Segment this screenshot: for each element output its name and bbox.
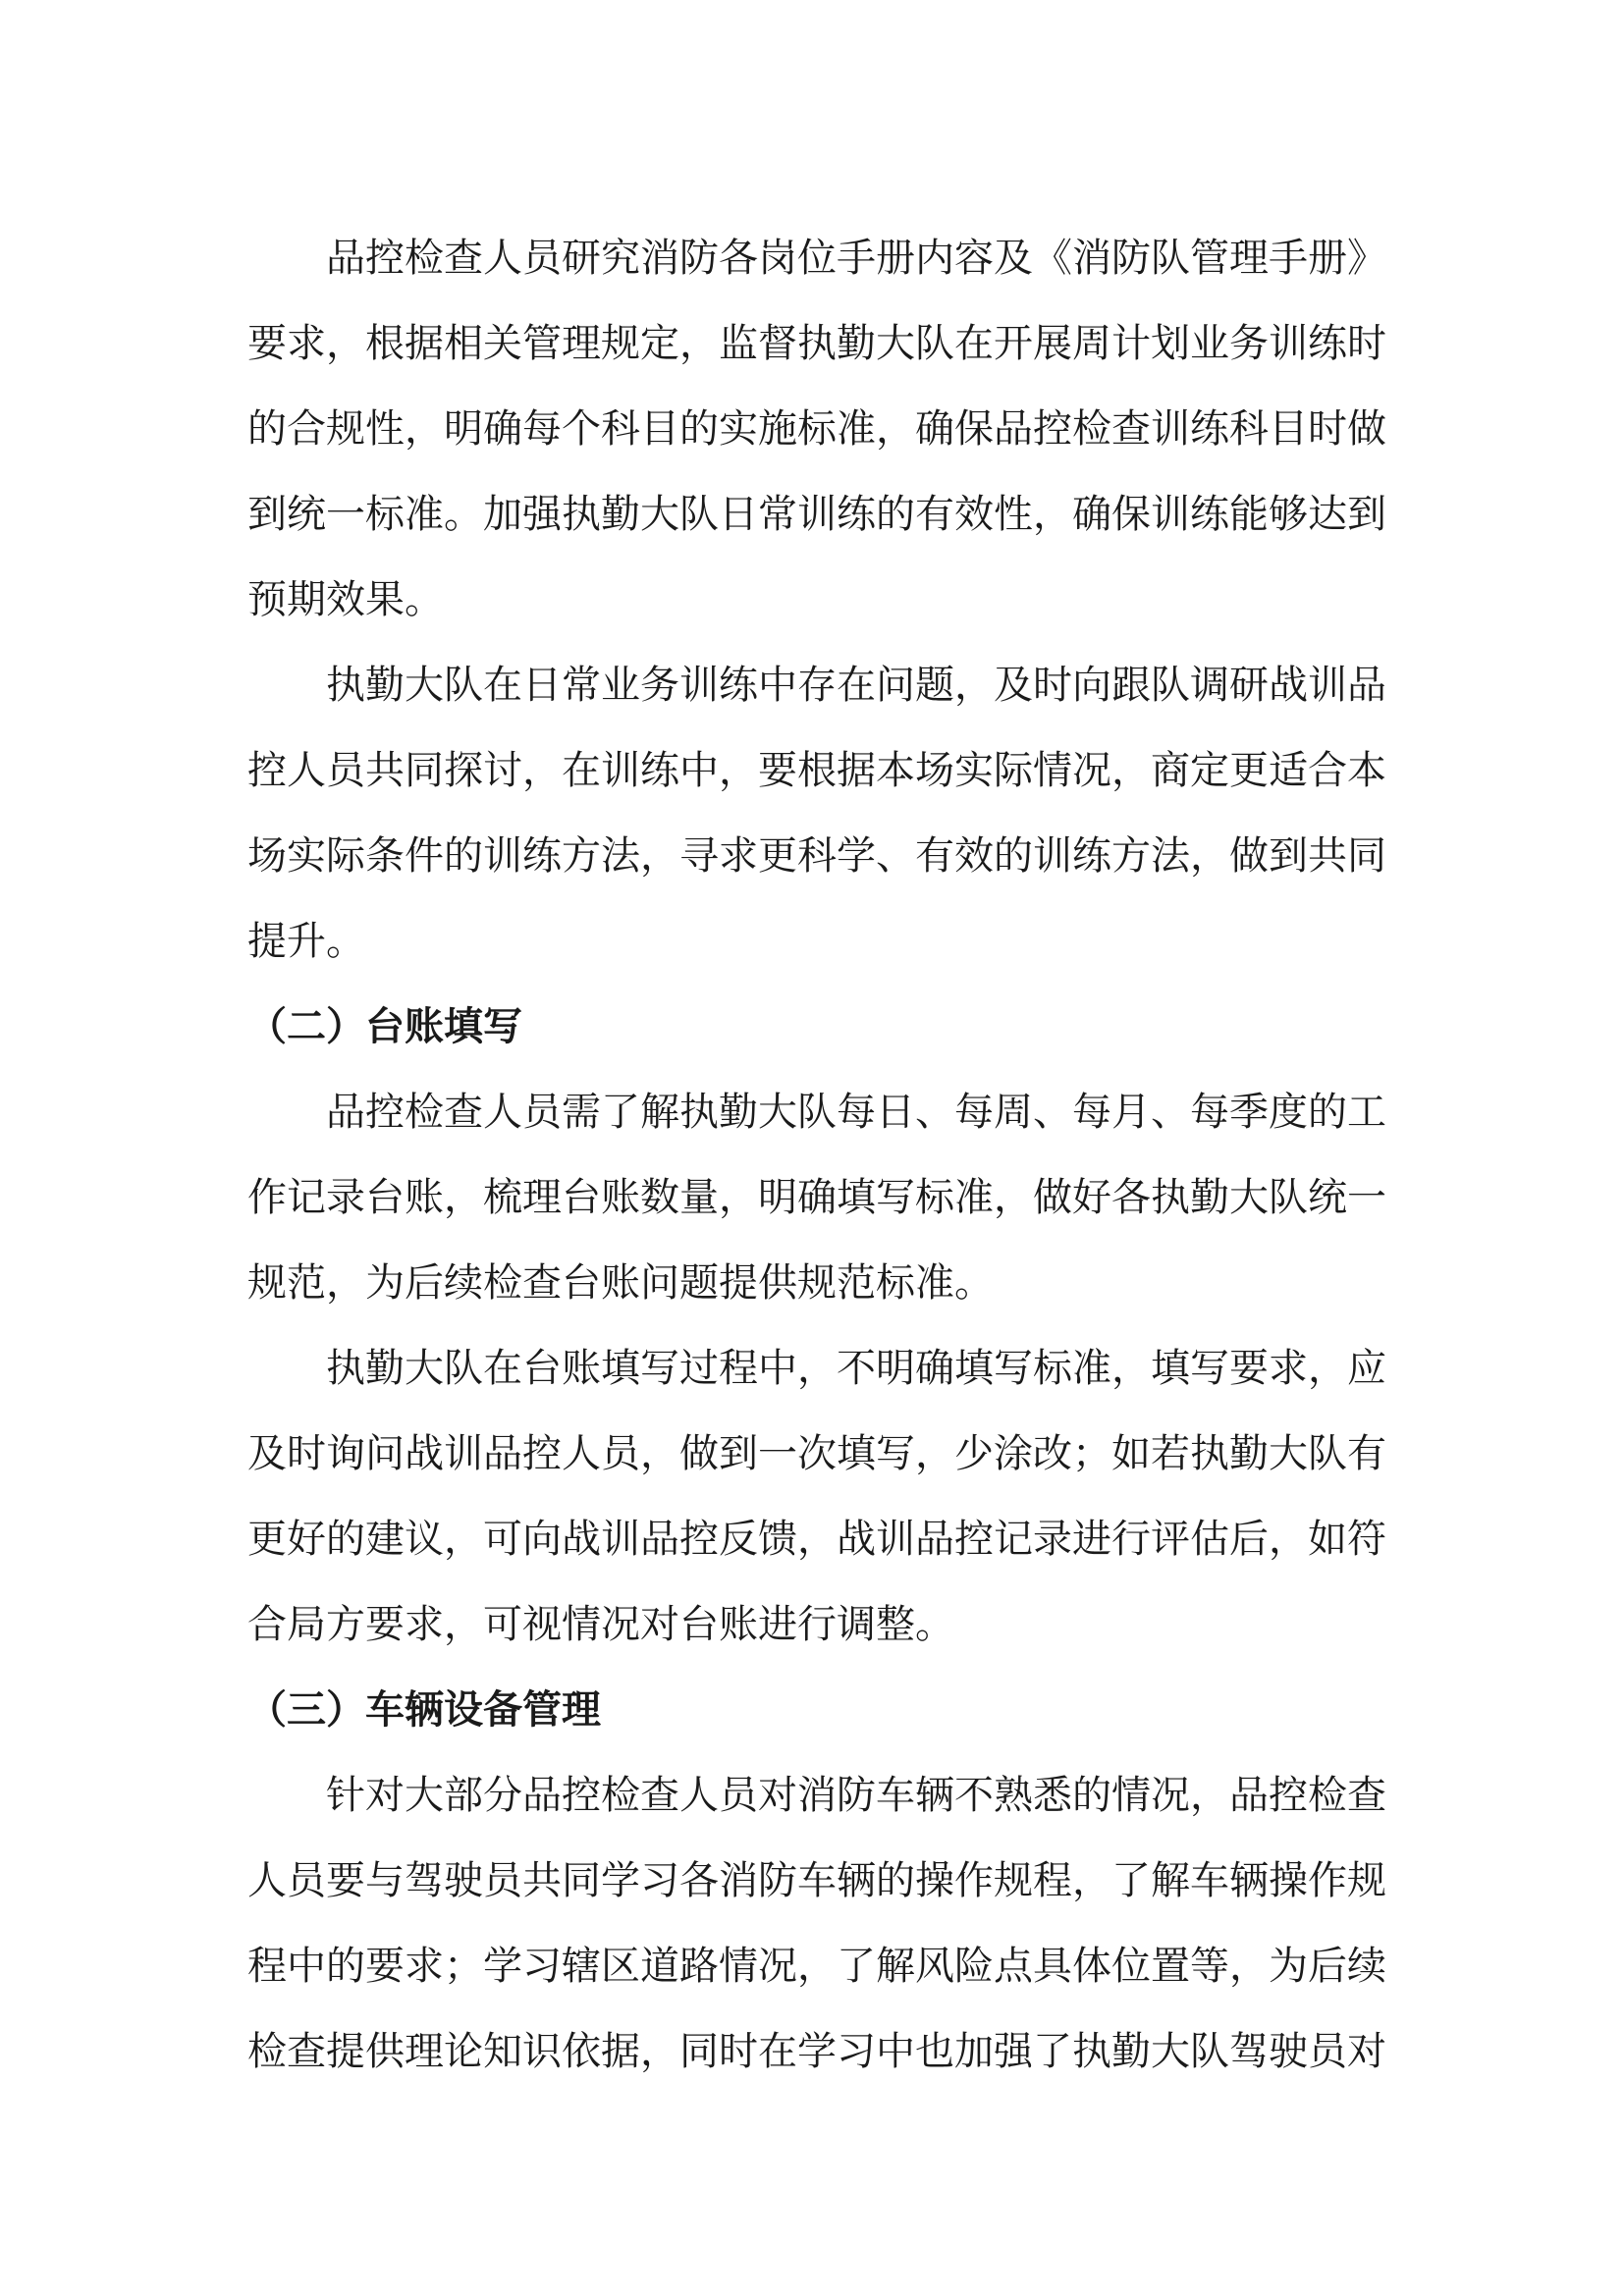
paragraph-training-discussion: 执勤大队在日常业务训练中存在问题，及时向跟队调研战训品控人员共同探讨，在训练中，要根据本场实际情况，商定更适合本场实际条件的训练方法，寻求更科学、有效的训练方法，做到共同提升。 xyxy=(247,663,1386,964)
paragraph-training-standards: 品控检查人员研究消防各岗位手册内容及《消防队管理手册》要求，根据相关管理规定，监督执勤大队在开展周计划业务训练时的合规性，明确每个科目的实施标准，确保品控检查训练科目时做到统一标准。加强执勤大队日常训练的有效性，确保训练能够达到预期效果。 xyxy=(247,236,1386,622)
paragraph-ledger-standards: 品控检查人员需了解执勤大队每日、每周、每月、每季度的工作记录台账，梳理台账数量，明确填写标准，做好各执勤大队统一规范，为后续检查台账问题提供规范标准。 xyxy=(247,1090,1386,1306)
paragraph-ledger-feedback: 执勤大队在台账填写过程中，不明确填写标准，填写要求，应及时询问战训品控人员，做到一次填写，少涂改；如若执勤大队有更好的建议，可向战训品控反馈，战训品控记录进行评估后，如符合局方要求，可视情况对台账进行调整。 xyxy=(247,1346,1386,1647)
section-heading-vehicle: （三）车辆设备管理 xyxy=(247,1687,601,1733)
paragraph-vehicle-management: 针对大部分品控检查人员对消防车辆不熟悉的情况，品控检查人员要与驾驶员共同学习各消防车辆的操作规程，了解车辆操作规程中的要求；学习辖区道路情况，了解风险点具体位置等，为后续检查提供理论知识依据，同时在学习中也加强了执勤大队驾驶员对 xyxy=(247,1773,1386,2074)
document-body xyxy=(247,216,1386,2095)
section-heading-ledger: （二）台账填写 xyxy=(247,1004,522,1049)
